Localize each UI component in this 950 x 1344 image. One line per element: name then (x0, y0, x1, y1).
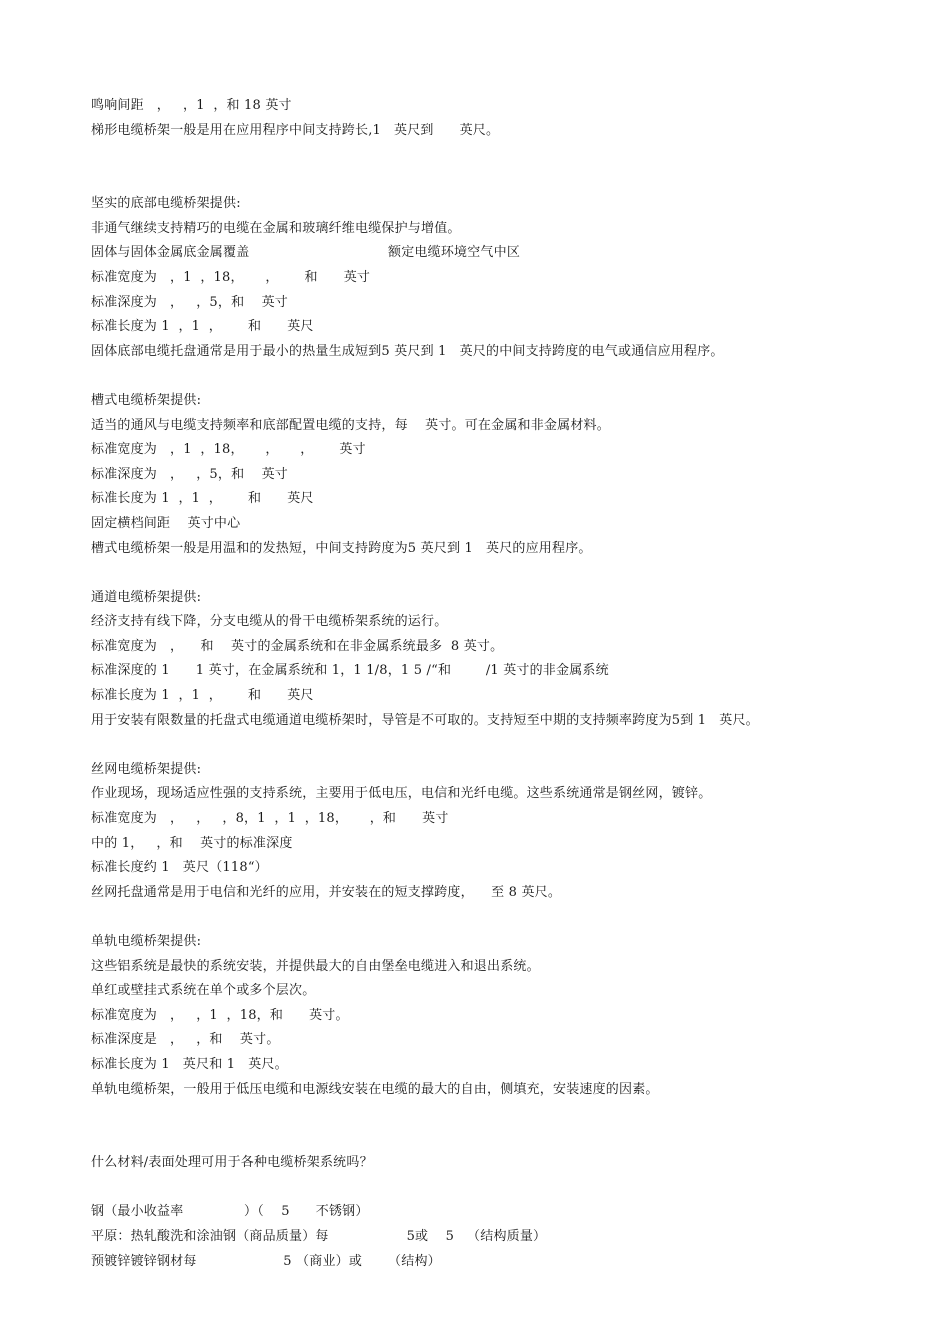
text-line: 单红或壁挂式系统在单个或多个层次。 (91, 983, 316, 999)
text-line: 平原：热轧酸洗和涂油钢（商品质量）每 5或 5 （结构质量） (91, 1228, 547, 1244)
section-heading-line: 钢（最小收益率 ）（ 5 不锈钢） (91, 1204, 369, 1220)
text-line: 标准深度是 ， ，和 英寸。 (91, 1032, 280, 1048)
section-heading-line: 什么材料/表面处理可用于各种电缆桥架系统吗？ (91, 1155, 373, 1171)
document-section (91, 586, 911, 734)
text-line: 固体底部电缆托盘通常是用于最小的热量生成短到5 英尺到 1 英尺的中间支持跨度的电气或通信应用程序。 (91, 343, 724, 359)
document-body (91, 94, 911, 1274)
document-section (91, 1151, 911, 1176)
section-gap (91, 733, 911, 758)
section-gap (91, 1102, 911, 1151)
document-section (91, 758, 911, 906)
section-heading-line: 鸣响间距 ， ，1 ，和 18 英寸 (91, 98, 292, 113)
text-line: 标准长度为 1 ，1 ， 和 英尺 (91, 688, 314, 704)
text-line: 作业现场，现场适应性强的支持系统，主要用于低电压，电信和光纤电缆。这些系统通常是钢丝网，镀锌。 (91, 786, 712, 802)
text-line: 适当的通风与电缆支持频率和底部配置电缆的支持，每 英寸。可在金属和非金属材料。 (91, 417, 610, 433)
text-line: 标准深度为 ， ，5，和 英寸 (91, 466, 288, 482)
section-gap (91, 905, 911, 930)
section-heading-line: 单轨电缆桥架提供: (91, 934, 202, 949)
text-line: 标准宽度为 ， 和 英寸的金属系统和在非金属系统最多 8 英寸。 (91, 638, 504, 654)
text-line: 标准长度为 1 ，1 ， 和 英尺 (91, 319, 314, 335)
text-line: 标准长度为 1 英尺和 1 英尺。 (91, 1056, 288, 1072)
text-line: 标准深度的 1 1 英寸，在金属系统和 1，1 1/8，1 5 /“和 /1 英寸的非金属系统 (91, 663, 609, 679)
text-line: 标准长度为 1 ，1 ， 和 英尺 (91, 491, 314, 507)
document-section (91, 930, 911, 1102)
section-heading-line: 通道电缆桥架提供: (91, 589, 202, 605)
section-heading-line: 坚实的底部电缆桥架提供: (91, 196, 241, 212)
text-line: 经济支持有线下降，分支电缆从的骨干电缆桥架系统的运行。 (91, 614, 448, 630)
section-heading-line: 槽式电缆桥架提供: (91, 392, 202, 408)
text-line: 梯形电缆桥架一般是用在应用程序中间支持跨长,1 英尺到 英尺。 (91, 122, 500, 138)
text-line: 非通气继续支持精巧的电缆在金属和玻璃纤维电缆保护与增值。 (91, 220, 461, 236)
text-line: 标准宽度为 ，1 ，18， ， ， 英寸 (91, 442, 366, 458)
section-gap (91, 364, 911, 389)
text-line: 这些铝系统是最快的系统安装，并提供最大的自由堡垒电缆进入和退出系统。 (91, 958, 540, 974)
document-section (91, 1200, 911, 1274)
text-line: 标准宽度为 ， ， ，8，1 ，1 ，18， ，和 英寸 (91, 811, 449, 827)
text-line: 预镀锌镀锌钢材每 5 （商业）或 （结构） (91, 1253, 441, 1269)
section-gap (91, 1176, 911, 1201)
section-gap (91, 561, 911, 586)
document-section (91, 94, 911, 143)
text-line: 固定横档间距 英寸中心 (91, 515, 241, 531)
text-line: 用于安装有限数量的托盘式电缆通道电缆桥架时，导管是不可取的。支持短至中期的支持频率跨度为5到 1 英尺。 (91, 712, 759, 728)
text-line: 丝网托盘通常是用于电信和光纤的应用，并安装在的短支撑跨度， 至 8 英尺。 (91, 884, 562, 900)
document-section (91, 192, 911, 364)
text-line: 标准宽度为 ， ，1 ，18，和 英寸。 (91, 1007, 349, 1023)
section-heading-line: 丝网电缆桥架提供: (91, 761, 202, 777)
text-line: 槽式电缆桥架一般是用温和的发热短，中间支持跨度为5 英尺到 1 英尺的应用程序。 (91, 540, 592, 556)
text-line: 单轨电缆桥架，一般用于低压电缆和电源线安装在电缆的最大的自由，侧填充，安装速度的因素。 (91, 1081, 659, 1097)
section-gap (91, 143, 911, 192)
text-line: 固体与固体金属底金属覆盖 额定电缆环境空气中区 (91, 245, 521, 261)
text-line: 标准深度为 ， ，5，和 英寸 (91, 294, 288, 310)
text-line: 中的 1， ，和 英寸的标准深度 (91, 835, 293, 851)
document-section (91, 389, 911, 561)
text-line: 标准宽度为 ，1 ，18， ， 和 英寸 (91, 269, 371, 285)
text-line: 标准长度约 1 英尺（118“） (91, 860, 268, 876)
